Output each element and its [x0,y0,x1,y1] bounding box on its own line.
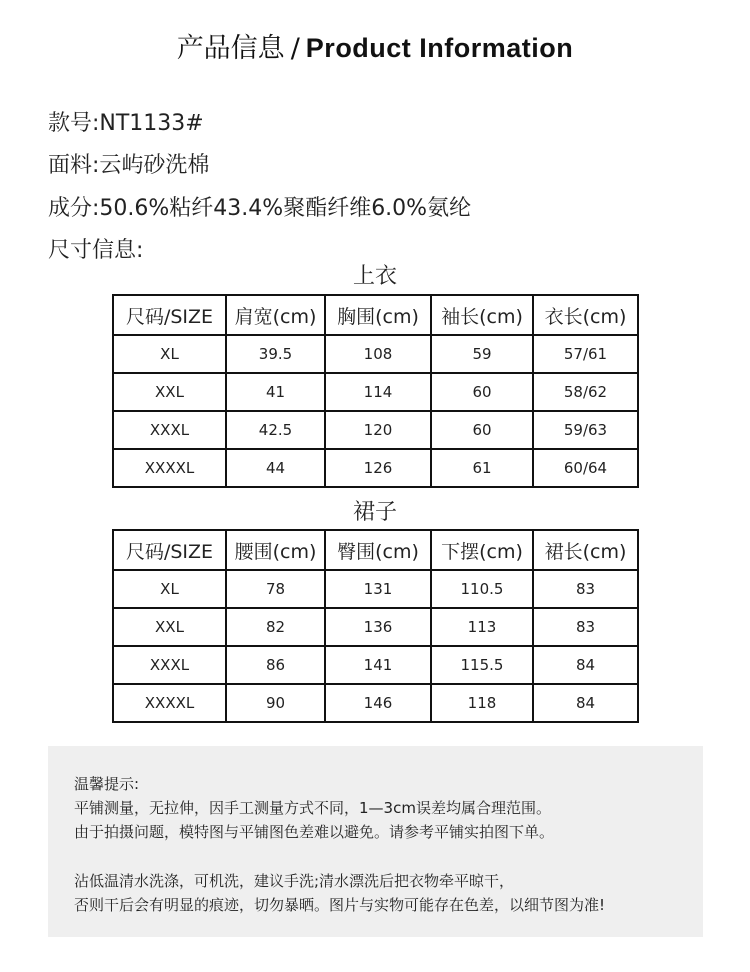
header-cell: 尺码/SIZE [113,530,226,570]
table-cell: 113 [431,608,533,646]
skirt-size-table [112,529,639,723]
header-cell: 衣长(cm) [533,295,638,335]
table-cell: 39.5 [226,335,325,373]
fabric-info: 面料:云屿砂洗棉 [48,153,210,178]
table-cell: XXL [113,373,226,411]
table-cell: 60 [431,373,533,411]
table-row [113,449,638,487]
table-cell: 90 [226,684,325,722]
table-row [113,411,638,449]
skirt-table-caption: 裙子 [352,500,397,525]
table-cell: 59 [431,335,533,373]
header-cell: 胸围(cm) [325,295,431,335]
size-info-label: 尺寸信息: [48,238,144,263]
style-number: 款号:NT1133# [48,111,204,136]
table-cell: 114 [325,373,431,411]
table-cell: 44 [226,449,325,487]
table-cell: XL [113,570,226,608]
table-cell: 146 [325,684,431,722]
table-cell: 136 [325,608,431,646]
page-title [0,26,750,65]
table-cell: XXXL [113,411,226,449]
header-cell: 臀围(cm) [325,530,431,570]
header-cell: 下摆(cm) [431,530,533,570]
table-row [113,646,638,684]
header-cell: 袖长(cm) [431,295,533,335]
table-row [113,335,638,373]
table-cell: 42.5 [226,411,325,449]
top-size-table [112,294,639,488]
notice-line: 沾低温清水洗涤，可机洗，建议手洗;清水漂洗后把衣物牵平晾干， [74,872,515,890]
table-cell: XXXL [113,646,226,684]
table-cell: 118 [431,684,533,722]
title-separator: / [290,33,300,64]
table-cell: 83 [533,608,638,646]
table-cell: 126 [325,449,431,487]
notice-line: 否则干后会有明显的痕迹，切勿暴晒。图片与实物可能存在色差，以细节图为准! [74,896,606,914]
table-cell: 58/62 [533,373,638,411]
notice-line: 平铺测量，无拉伸，因手工测量方式不同，1—3cm误差均属合理范围。 [74,799,551,817]
table-cell: 57/61 [533,335,638,373]
table-cell: XXL [113,608,226,646]
header-cell: 裙长(cm) [533,530,638,570]
notice-line: 由于拍摄问题，模特图与平铺图色差难以避免。请参考平铺实拍图下单。 [74,823,555,841]
table-cell: 131 [325,570,431,608]
header-cell: 肩宽(cm) [226,295,325,335]
table-cell: 86 [226,646,325,684]
title-chinese: 产品信息 [176,33,285,64]
table-cell: 61 [431,449,533,487]
table-cell: 78 [226,570,325,608]
table-header-row [113,295,638,335]
header-cell: 腰围(cm) [226,530,325,570]
table-cell: 120 [325,411,431,449]
table-cell: 60/64 [533,449,638,487]
table-cell: 60 [431,411,533,449]
table-row [113,684,638,722]
table-cell: 82 [226,608,325,646]
table-cell: 141 [325,646,431,684]
composition-info: 成分:50.6%粘纤43.4%聚酯纤维6.0%氨纶 [48,196,472,221]
table-cell: 108 [325,335,431,373]
care-notice-box [48,746,703,937]
table-cell: 115.5 [431,646,533,684]
notice-heading: 温馨提示: [74,775,140,793]
table-cell: 84 [533,684,638,722]
table-cell: 41 [226,373,325,411]
table-cell: XXXXL [113,449,226,487]
table-header-row [113,530,638,570]
table-cell: XXXXL [113,684,226,722]
table-row [113,373,638,411]
title-english: Product Information [305,33,574,63]
top-table-caption: 上衣 [352,264,397,289]
table-cell: 84 [533,646,638,684]
table-cell: 83 [533,570,638,608]
table-cell: XL [113,335,226,373]
header-cell: 尺码/SIZE [113,295,226,335]
table-cell: 110.5 [431,570,533,608]
table-row [113,608,638,646]
table-cell: 59/63 [533,411,638,449]
table-row [113,570,638,608]
